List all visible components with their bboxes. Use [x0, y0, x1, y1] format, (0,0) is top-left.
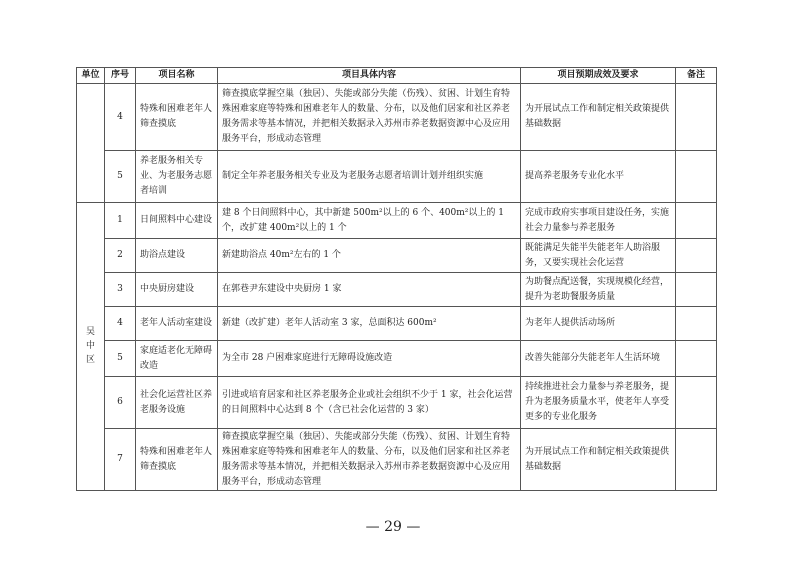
project-content-cell: 新建（改扩建）老年人活动室 3 家，总面积达 600m² — [218, 307, 521, 341]
project-content-cell: 筛查摸底掌握空巢（独居）、失能或部分失能（伤残）、贫困、计划生育特殊困难家庭等特殊和困难老年人的数量、分布，以及他们居家和社区养老服务需求等基本情况，并把相关数据录入苏州市养老数据资源中心及应用服务平台，形成动态管理 — [218, 84, 521, 151]
page-number: — 29 — — [365, 519, 421, 535]
table-header-row — [77, 68, 717, 84]
expected-outcome-cell: 持续推进社会力量参与养老服务，提升为老服务质量水平，使老年人享受更多的专业化服务 — [521, 377, 676, 429]
seq-cell: 2 — [105, 239, 136, 273]
seq-cell: 1 — [105, 203, 136, 239]
seq-cell: 5 — [105, 151, 136, 203]
seq-cell: 7 — [105, 429, 136, 491]
remarks-cell — [676, 84, 717, 151]
project-content-cell: 新建助浴点 40m²左右的 1 个 — [218, 239, 521, 273]
project-name-cell: 特殊和困难老年人筛查摸底 — [136, 84, 218, 151]
project-name-cell: 中央厨房建设 — [136, 273, 218, 307]
seq-cell: 4 — [105, 84, 136, 151]
seq-cell: 3 — [105, 273, 136, 307]
project-content-cell: 在郭巷尹东建设中央厨房 1 家 — [218, 273, 521, 307]
project-name-cell: 助浴点建设 — [136, 239, 218, 273]
header-remarks: 备注 — [676, 68, 717, 84]
seq-cell: 4 — [105, 307, 136, 341]
table-row — [77, 341, 717, 377]
project-content-cell: 建 8 个日间照料中心，其中新建 500m²以上的 6 个、400m²以上的 1 个，改扩建 400m²以上的 1 个 — [218, 203, 521, 239]
expected-outcome-cell: 为助餐点配送餐，实现规模化经营，提升为老助餐服务质量 — [521, 273, 676, 307]
expected-outcome-cell: 既能满足失能半失能老年人助浴服务，又要实现社会化运营 — [521, 239, 676, 273]
table-row — [77, 151, 717, 203]
project-name-cell: 日间照料中心建设 — [136, 203, 218, 239]
unit-cell-continued — [77, 84, 105, 203]
project-name-cell: 社会化运营社区养老服务设施 — [136, 377, 218, 429]
header-project-content: 项目具体内容 — [218, 68, 521, 84]
table-row — [77, 203, 717, 239]
project-content-cell: 筛查摸底掌握空巢（独居）、失能或部分失能（伤残）、贫困、计划生育特殊困难家庭等特殊和困难老年人的数量、分布，以及他们居家和社区养老服务需求等基本情况，并把相关数据录入苏州市养老数据资源中心及应用服务平台，形成动态管理 — [218, 429, 521, 491]
header-unit: 单位 — [77, 68, 105, 84]
project-name-cell: 特殊和困难老年人筛查摸底 — [136, 429, 218, 491]
expected-outcome-cell: 为开展试点工作和制定相关政策提供基础数据 — [521, 429, 676, 491]
header-seq: 序号 — [105, 68, 136, 84]
seq-cell: 6 — [105, 377, 136, 429]
expected-outcome-cell: 完成市政府实事项目建设任务，实施社会力量参与养老服务 — [521, 203, 676, 239]
expected-outcome-cell: 改善失能部分失能老年人生活环境 — [521, 341, 676, 377]
header-project-name: 项目名称 — [136, 68, 218, 84]
expected-outcome-cell: 为开展试点工作和制定相关政策提供基础数据 — [521, 84, 676, 151]
seq-cell: 5 — [105, 341, 136, 377]
table-row — [77, 307, 717, 341]
project-name-cell: 老年人活动室建设 — [136, 307, 218, 341]
table-row — [77, 429, 717, 491]
project-name-cell: 养老服务相关专业、为老服务志愿者培训 — [136, 151, 218, 203]
project-table — [76, 67, 717, 491]
table-row — [77, 84, 717, 151]
project-content-cell: 引进或培育居家和社区养老服务企业或社会组织不少于 1 家，社会化运营的日间照料中心达到 8 个（含已社会化运营的 3 家） — [218, 377, 521, 429]
expected-outcome-cell: 提高养老服务专业化水平 — [521, 151, 676, 203]
project-content-cell: 制定全年养老服务相关专业及为老服务志愿者培训计划并组织实施 — [218, 151, 521, 203]
table-row — [77, 273, 717, 307]
table-row — [77, 377, 717, 429]
header-expected-outcome: 项目预期成效及要求 — [521, 68, 676, 84]
project-name-cell: 家庭适老化无障碍改造 — [136, 341, 218, 377]
remarks-cell — [676, 377, 717, 429]
table-row — [77, 239, 717, 273]
remarks-cell — [676, 239, 717, 273]
project-content-cell: 为全市 28 户困难家庭进行无障碍设施改造 — [218, 341, 521, 377]
unit-name: 吴中区 — [85, 327, 95, 365]
remarks-cell — [676, 341, 717, 377]
remarks-cell — [676, 203, 717, 239]
remarks-cell — [676, 307, 717, 341]
remarks-cell — [676, 273, 717, 307]
remarks-cell — [676, 429, 717, 491]
remarks-cell — [676, 151, 717, 203]
unit-cell-wuzhong — [77, 203, 105, 491]
expected-outcome-cell: 为老年人提供活动场所 — [521, 307, 676, 341]
